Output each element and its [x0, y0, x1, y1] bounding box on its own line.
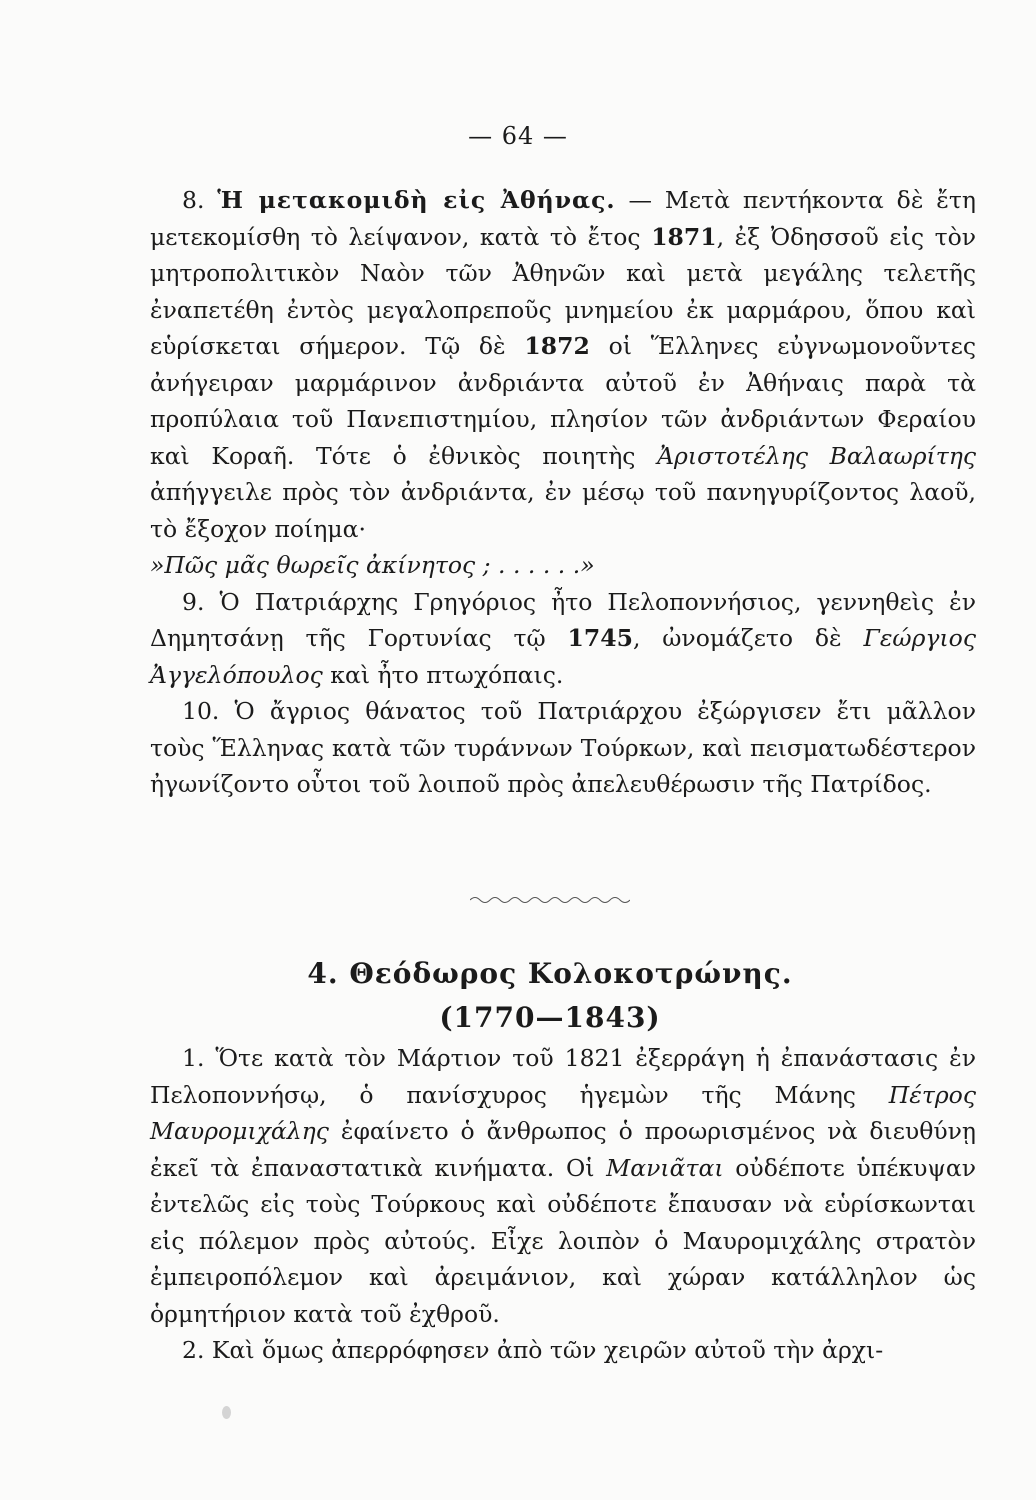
note-8-poem: »Πῶς μᾶς θωρεῖς ἀκίνητος ; . . . . . .»	[150, 551, 595, 579]
note-8-year-2: 1872	[524, 332, 590, 360]
note-8	[150, 182, 976, 547]
note-10-number: 10.	[182, 697, 220, 725]
paper-spot	[222, 1406, 231, 1419]
chapter-text	[150, 1040, 976, 1369]
ornament-divider	[470, 893, 630, 907]
note-8-text-3: οἱ Ἕλληνες εὐγνωμονοῦντες ἀνήγειραν μαρμάρινον ἀνδριάντα αὐτοῦ ἐν Ἀθήναις παρὰ τὰ προπύλαια τοῦ Πανεπιστημίου, πλησίον τῶν ἀνδριάντων Φεραίου καὶ Κοραῆ. Τότε ὁ ἐθνικὸς ποιητὴς	[150, 332, 976, 470]
note-8-title: Ἡ μετακομιδὴ εἰς Ἀθήνας.	[217, 186, 616, 214]
paragraph-1-text-1: Ὅτε κατὰ τὸν Μάρτιον τοῦ 1821 ἐξερράγη ἡ ἐπανάστασις ἐν Πελοποννήσῳ, ὁ πανίσχυρος ἡγεμὼν τῆς Μάνης	[150, 1044, 976, 1109]
paragraph-1-number: 1.	[182, 1044, 205, 1072]
section-title: 4. Θεόδωρος Κολοκοτρώνης.	[307, 957, 793, 990]
note-8-text-4: ἀπήγγειλε πρὸς τὸν ἀνδριάντα, ἐν μέσῳ τοῦ πανηγυρίζοντος λαοῦ, τὸ ἔξοχον ποίημα·	[150, 478, 976, 543]
paragraph-1-name: Πέτρος Μαυρομιχάλης	[150, 1080, 976, 1145]
note-9-text-3: καὶ ἦτο πτωχόπαις.	[322, 660, 564, 689]
note-8-year-1: 1871	[651, 222, 717, 251]
note-9-number: 9.	[182, 587, 205, 616]
paragraph-2-number: 2.	[182, 1336, 205, 1364]
note-8-poet: Ἀριστοτέλης Βαλαωρίτης	[657, 441, 976, 470]
paragraph-1-text-3: οὐδέποτε ὑπέκυψαν ἐντελῶς εἰς τοὺς Τούρκους καὶ οὐδέποτε ἔπαυσαν νὰ εὑρίσκωνται εἰς πόλεμον πρὸς αὐτούς. Εἶχε λοιπὸν ὁ Μαυρομιχάλης στρατὸν ἐμπειροπόλεμον καὶ ἀρειμάνιον, καὶ χώραν κατάλληλον ὡς ὁρμητήριον κατὰ τοῦ ἐχθροῦ.	[150, 1153, 976, 1328]
section-years: (1770—1843)	[439, 1001, 661, 1034]
paragraph-1-text-2: ἐφαίνετο ὁ ἄνθρωπος ὁ προωρισμένος νὰ διευθύνῃ ἐκεῖ τὰ ἐπαναστατικὰ κινήματα. Οἱ	[150, 1117, 976, 1182]
section-heading	[0, 952, 1036, 1040]
note-9-name: Γεώργιος Ἀγγελόπουλος	[150, 624, 976, 689]
paragraph-1	[150, 1040, 976, 1332]
note-9-year: 1745	[567, 624, 633, 652]
note-9-text-2: , ὠνομάζετο δὲ	[632, 624, 864, 652]
notes-block	[150, 182, 976, 803]
note-8-text-1: — Μετὰ πεντήκοντα δὲ ἔτη μετεκομίσθη τὸ λείψανον, κατὰ τὸ ἔτος	[150, 186, 976, 251]
note-8-text-2: , ἐξ Ὀδησσοῦ εἰς τὸν μητροπολιτικὸν Ναὸν τῶν Ἀθηνῶν καὶ μετὰ μεγάλης τελετῆς ἐναπετέθη ἐντὸς μεγαλοπρεποῦς μνημείου ἐκ μαρμάρου, ὅπου καὶ εὑρίσκεται σήμερον. Τῷ δὲ	[150, 222, 977, 360]
paragraph-1-maniates: Μανιᾶται	[606, 1153, 724, 1182]
paragraph-2-text: Καὶ ὅμως ἀπερρόφησεν ἀπὸ τῶν χειρῶν αὐτοῦ τὴν ἀρχι-	[204, 1336, 884, 1364]
paragraph-2	[150, 1332, 976, 1369]
note-8-number: 8.	[182, 186, 205, 214]
note-10	[150, 693, 976, 803]
note-9	[150, 584, 976, 694]
note-9-text-1: Ὁ Πατριάρχης Γρηγόριος ἦτο Πελοποννήσιος, γεννηθεὶς ἐν Δημητσάνῃ τῆς Γορτυνίας τῷ	[150, 587, 976, 652]
note-10-text: Ὁ ἄγριος θάνατος τοῦ Πατριάρχου ἐξώργισεν ἔτι μᾶλλον τοὺς Ἕλληνας κατὰ τῶν τυράννων Τούρκων, καὶ πεισματωδέστερον ἠγωνίζοντο οὗτοι τοῦ λοιποῦ πρὸς ἀπελευθέρωσιν τῆς Πατρίδος.	[150, 697, 976, 798]
page-number: — 64 —	[468, 122, 568, 150]
